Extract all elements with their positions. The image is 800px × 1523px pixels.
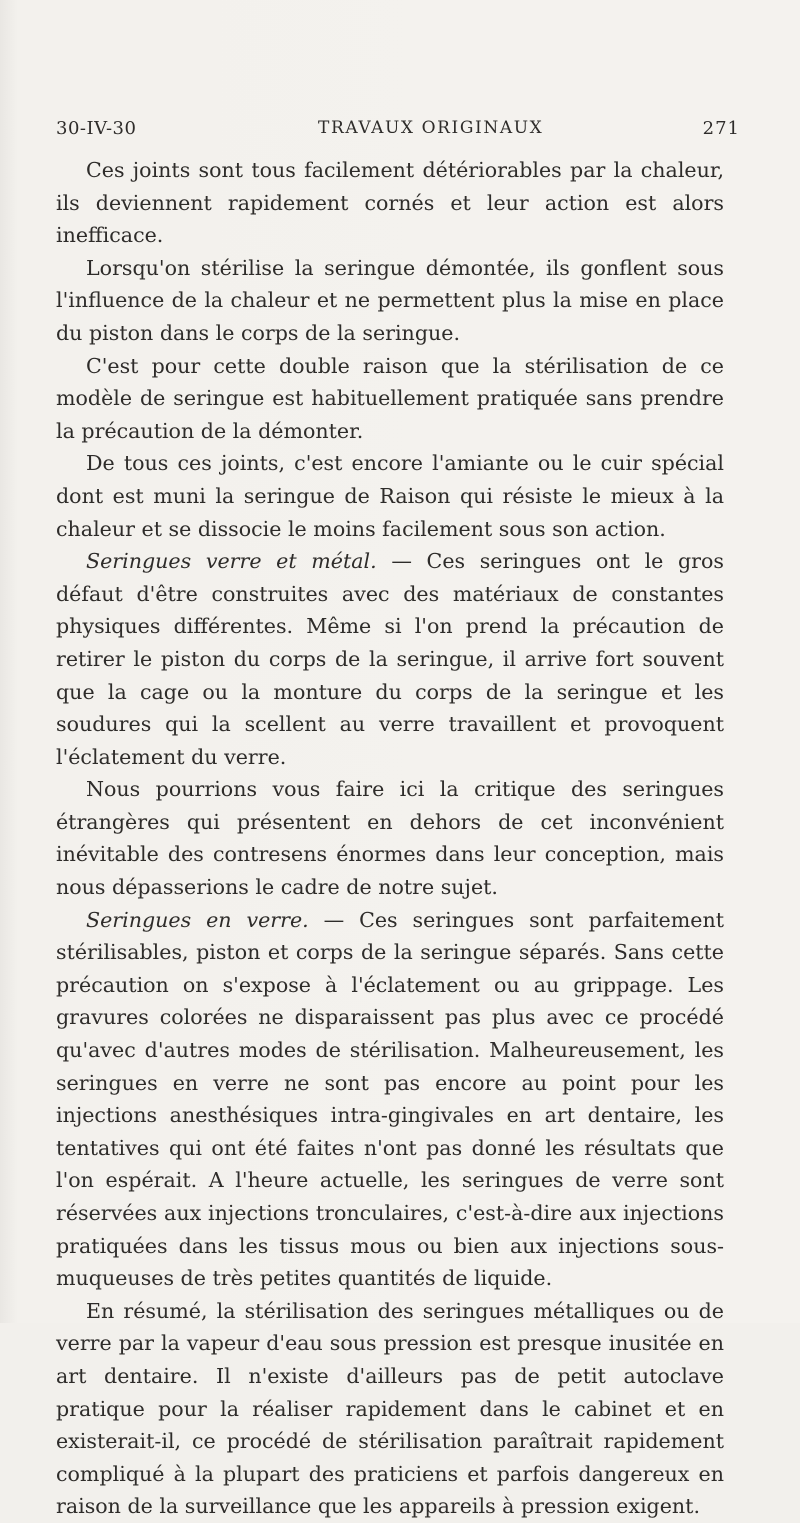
section-heading-verre: Seringues en verre. bbox=[86, 907, 309, 932]
section-heading-verre-metal: Seringues verre et métal. bbox=[86, 549, 377, 574]
paragraph-8: En résumé, la stérilisation des seringues métalliques ou de verre par la vapeur d'eau sous pression est presque inusitée en art dentaire. Il n'existe d'ailleurs pas de petit autoclave pratique pour la réaliser rapidement dans le cabinet et en existerait-il, ce procédé de stérilisation paraîtrait rapidement compliqué à la plupart des praticiens et parfois dangereux en raison de la surveillance que les appareils à pression exigent. bbox=[56, 1298, 724, 1519]
paragraph-3: C'est pour cette double raison que la stérilisation de ce modèle de seringue est habituellement pratiquée sans prendre la précaution de la démonter. bbox=[56, 353, 724, 443]
paragraph-5: Seringues verre et métal. — Ces seringues ont le gros défaut d'être construites avec des matériaux de constantes physiques différentes. Même si l'on prend la précaution de retirer le piston du corps de la seringue, il arrive fort souvent que la cage ou la monture du corps de la seringue et les soudures qui la scellent au verre travaillent et provoquent l'éclatement du verre. bbox=[56, 549, 724, 769]
paragraph-6: Nous pourrions vous faire ici la critique des seringues étrangères qui présentent en dehors de cet inconvénient inévitable des contresens énormes dans leur conception, mais nous dépasserions le cadre de notre sujet. bbox=[56, 777, 724, 900]
header-date: 30-IV-30 bbox=[56, 118, 137, 139]
running-header bbox=[56, 118, 746, 142]
paragraph-1: Ces joints sont tous facilement détériorables par la chaleur, ils deviennent rapidement cornés et leur action est alors inefficace. bbox=[56, 158, 724, 248]
header-title: TRAVAUX ORIGINAUX bbox=[318, 118, 544, 138]
paragraph-4: De tous ces joints, c'est encore l'amiante ou le cuir spécial dont est muni la seringue de Raison qui résiste le mieux à la chaleur et se dissocie le moins facilement sous son action. bbox=[56, 451, 724, 541]
body-text bbox=[56, 154, 724, 1523]
paragraph-7: Seringues en verre. — Ces seringues sont parfaitement stérilisables, piston et corps de la seringue séparés. Sans cette précaution on s'expose à l'éclatement ou au grippage. Les gravures colorées ne disparaissent pas plus avec ce procédé qu'avec d'autres modes de stérilisation. Malheureusement, les seringues en verre ne sont pas encore au point pour les injections anesthésiques intra-gingivales en art dentaire, les tentatives qui ont été faites n'ont pas donné les résultats que l'on espérait. A l'heure actuelle, les seringues de verre sont réservées aux injections tronculaires, c'est-à-dire aux injections pratiquées dans les tissus mous ou bien aux injections sous-muqueuses de très petites quantités de liquide. bbox=[56, 907, 724, 1291]
page-number: 271 bbox=[702, 118, 740, 139]
paragraph-2: Lorsqu'on stérilise la seringue démontée, ils gonflent sous l'influence de la chaleur et ne permettent plus la mise en place du piston dans le corps de la seringue. bbox=[56, 255, 724, 345]
